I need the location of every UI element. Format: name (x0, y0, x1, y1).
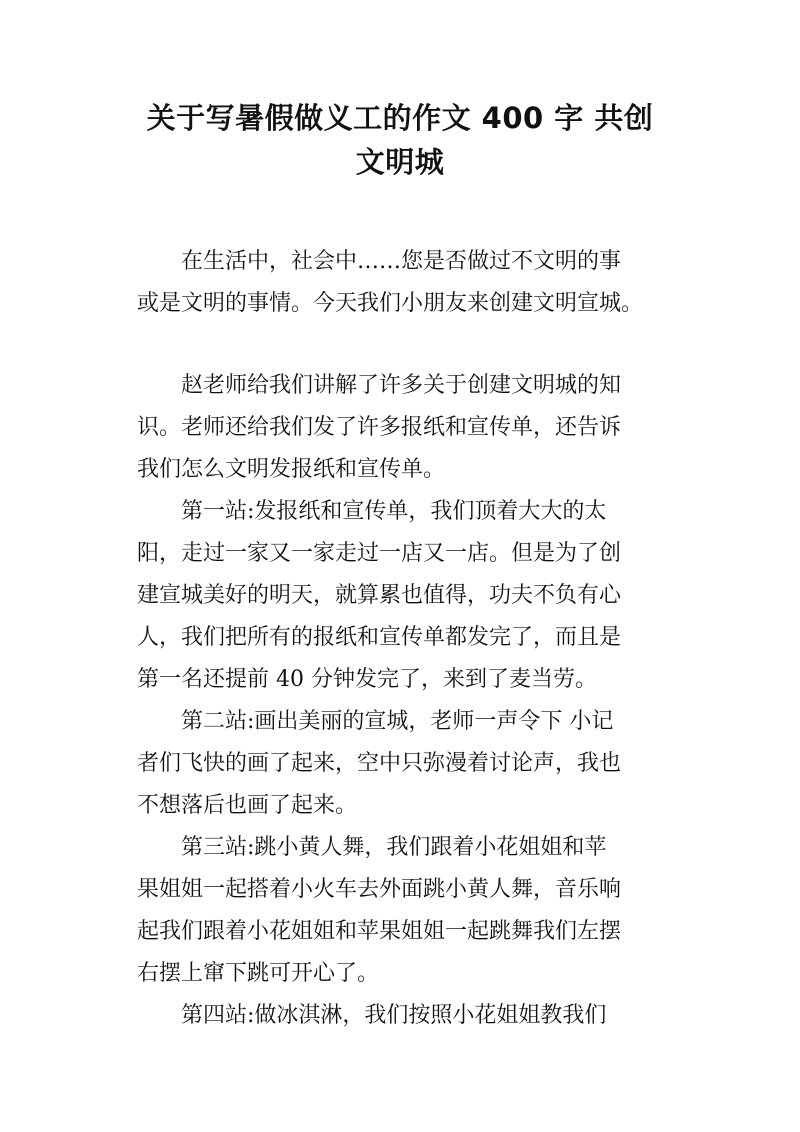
paragraph-line: 第三站:跳小黄人舞，我们跟着小花姐姐和苹 (181, 835, 607, 860)
title-line-2: 文明城 (355, 145, 445, 179)
paragraph-line: 阳，走过一家又一家走过一店又一店。但是为了创 (137, 541, 622, 566)
paragraph-line: 赵老师给我们讲解了许多关于创建文明城的知 (181, 373, 622, 398)
paragraph-4 (137, 701, 677, 827)
paragraph-1 (137, 241, 677, 325)
paragraph-line: 者们飞快的画了起来，空中只弥漫着讨论声，我也 (137, 751, 622, 776)
paragraph-line: 右摆上窜下跳可开心了。 (137, 961, 380, 986)
paragraph-line: 人，我们把所有的报纸和宣传单都发完了，而且是 (137, 625, 622, 650)
paragraph-line: 识。老师还给我们发了许多报纸和宣传单，还告诉 (137, 415, 622, 440)
document-title (120, 96, 680, 184)
paragraph-6 (137, 995, 677, 1037)
paragraph-line: 在生活中，社会中……您是否做过不文明的事 (181, 249, 622, 274)
paragraph-line: 起我们跟着小花姐姐和苹果姐姐一起跳舞我们左摆 (137, 919, 622, 944)
paragraph-line: 不想落后也画了起来。 (137, 793, 358, 818)
paragraph-line: 第二站:画出美丽的宣城，老师一声令下 小记 (181, 709, 614, 734)
title-line-1: 关于写暑假做义工的作文 400 字 共创 (146, 101, 654, 135)
paragraph-line: 第一名还提前 40 分钟发完了，来到了麦当劳。 (137, 667, 597, 692)
paragraph-5 (137, 827, 677, 995)
paragraph-line: 我们怎么文明发报纸和宣传单。 (137, 457, 446, 482)
paragraph-line: 果姐姐一起搭着小火车去外面跳小黄人舞，音乐响 (137, 877, 622, 902)
paragraph-line: 第四站:做冰淇淋，我们按照小花姐姐教我们 (181, 1003, 607, 1028)
paragraph-line: 建宣城美好的明天，就算累也值得，功夫不负有心 (137, 583, 622, 608)
paragraph-line: 或是文明的事情。今天我们小朋友来创建文明宣城。 (137, 291, 644, 316)
paragraph-2 (137, 365, 677, 491)
paragraph-line: 第一站:发报纸和宣传单，我们顶着大大的太 (181, 499, 607, 524)
paragraph-3 (137, 491, 677, 701)
